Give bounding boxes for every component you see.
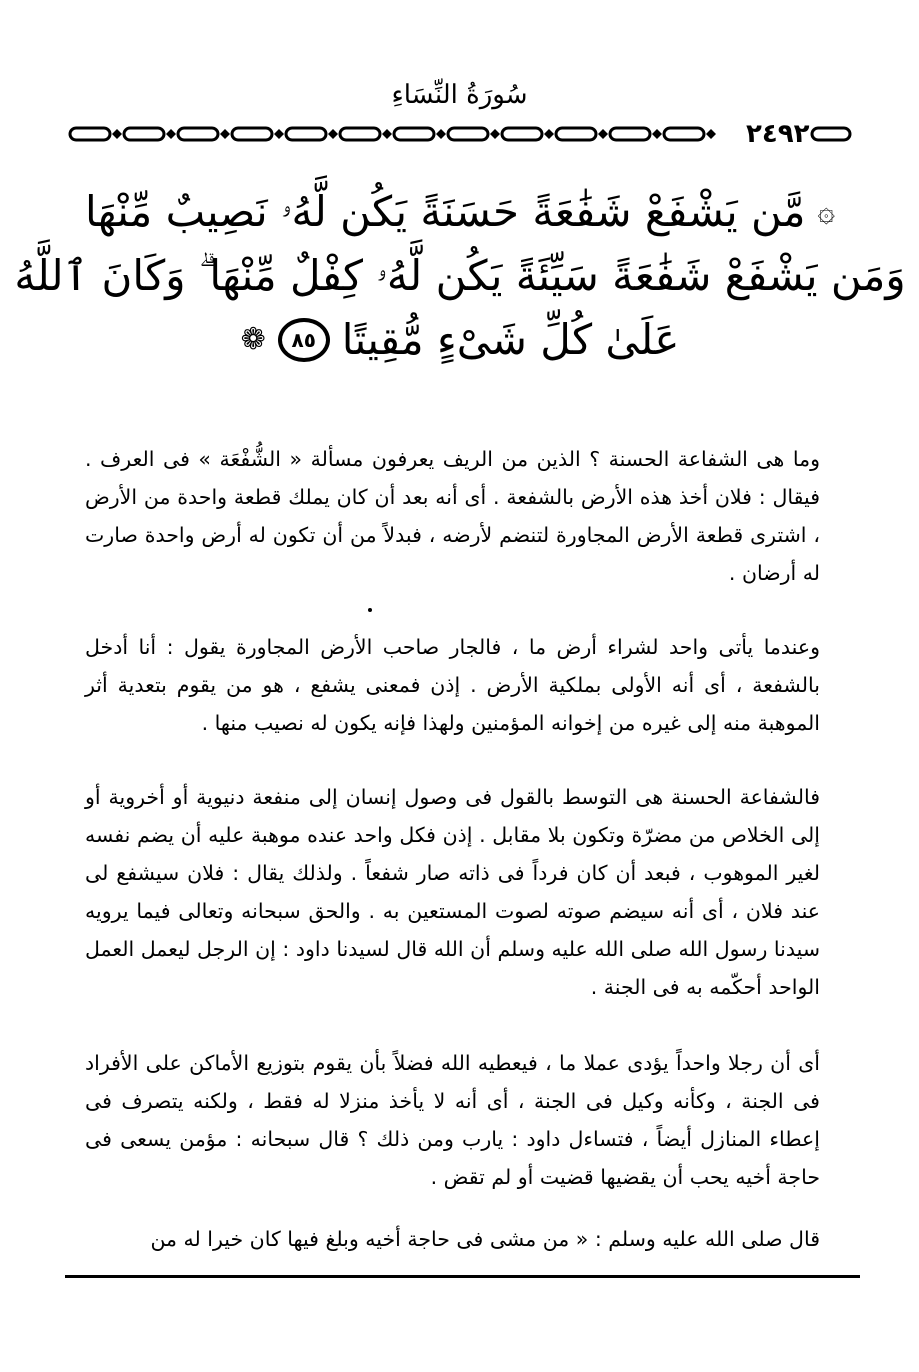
chain-diamond xyxy=(490,129,500,139)
chain-diamond xyxy=(112,129,122,139)
chain-link xyxy=(610,128,650,140)
ayah-number-marker: ٨٥ xyxy=(278,318,330,362)
paragraph-3: فالشفاعة الحسنة هى التوسط بالقول فى وصول إنسان إلى منفعة دنيوية أو أخروية أو إلى الخلاص من مضرّة وتكون بلا مقابل . إذن فكل واحد عنده موهبة عليه أن يضم نفسه لغير الموهوب ، فبعد أن كان فرداً فى ذاته صار شفعاً . ولذلك يقال : فلان سيشفع لى عند فلان ، أى أنه سيضم صوته لصوت المستعين به . والحق سبحانه وتعالى فيما يرويه سيدنا رسول الله صلى الله عليه وسلم أن الله قال لسيدنا داود : إن الرجل ليعمل العمل الواحد أحكّمه به فى الجنة . xyxy=(85,785,820,999)
chain-link xyxy=(664,128,704,140)
chain-diamond xyxy=(274,129,284,139)
verse-line-1 xyxy=(75,180,845,244)
verse-line-3 xyxy=(75,308,845,372)
print-speck xyxy=(368,608,372,612)
chain-link xyxy=(232,128,272,140)
chain-diamond xyxy=(598,129,608,139)
page-number: ٢٤٩٢ xyxy=(746,119,810,149)
paragraph-4: أى أن رجلا واحداً يؤدى عملا ما ، فيعطيه الله فضلاً بأن يقوم بتوزيع الأماكن على الأفراد فى الجنة ، وكأنه وكيل فى الجنة ، أى أنه لا يأخذ منزلا له فقط ، ولكنه يتصرف فى إعطاء المنازل أيضاً ، فتساءل داود : يارب ومن ذلك ؟ قال سبحانه : مؤمن يسعى فى حاجة أخيه يحب أن يقضيها قضيت أو لم تقض . xyxy=(85,1051,820,1189)
chain-diamond xyxy=(328,129,338,139)
chain-link xyxy=(70,128,110,140)
chain-link xyxy=(448,128,488,140)
chain-diamond xyxy=(382,129,392,139)
chain-link xyxy=(556,128,596,140)
chain-diamond xyxy=(706,129,716,139)
paragraph-5: قال صلى الله عليه وسلم : « من مشى فى حاجة أخيه وبلغ فيها كان خيرا له من xyxy=(150,1227,820,1251)
quran-verse xyxy=(14,180,906,372)
chain-diamond xyxy=(652,129,662,139)
chain-diamond xyxy=(220,129,230,139)
verse-text-3: عَلَىٰ كُلِّ شَىْءٍ مُّقِيتًا xyxy=(341,315,680,364)
header-ornament-border xyxy=(68,119,858,149)
paragraph-2: وعندما يأتى واحد لشراء أرض ما ، فالجار صاحب الأرض المجاورة يقول : أنا أدخل بالشفعة ، أى أنه الأولى بملكية الأرض . إذن فمعنى يشفع ، هو من يقوم بتعدية أثر الموهبة منه إلى غيره من إخوانه المؤمنين ولهذا فإنه يكون له نصيب منها . xyxy=(85,635,820,735)
chain-diamond xyxy=(544,129,554,139)
surah-title: سُورَةُ النِّسَاءِ xyxy=(391,80,528,110)
verse-line-2 xyxy=(14,244,906,308)
chain-border-icon xyxy=(68,122,738,146)
verse-text-2: وَمَن يَشْفَعْ شَفَٰعَةً سَيِّئَةً يَكُن لَّهُۥ كِفْلٌ مِّنْهَا ۗ وَكَانَ ٱللَّهُ xyxy=(14,251,906,300)
chain-end-icon xyxy=(809,122,853,146)
chain-diamond xyxy=(166,129,176,139)
chain-diamond xyxy=(436,129,446,139)
chain-link xyxy=(286,128,326,140)
footer-rule xyxy=(65,1275,860,1278)
paragraph-1: وما هى الشفاعة الحسنة ؟ الذين من الريف يعرفون مسألة « الشُّفْعَة » فى العرف . فيقال : فلان أخذ هذه الأرض بالشفعة . أى أنه بعد أن كان يملك قطعة واحدة من الأرض ، اشترى قطعة الأرض المجاورة لتنضم لأرضه ، فبدلاً من أن تكون له أرض واحدة صارت له أرضان . xyxy=(85,447,820,585)
verse-close-ornament-icon: ❁ xyxy=(240,322,266,357)
chain-link xyxy=(340,128,380,140)
chain-link xyxy=(502,128,542,140)
chain-link xyxy=(124,128,164,140)
chain-link xyxy=(178,128,218,140)
chain-link xyxy=(394,128,434,140)
verse-open-ornament-icon: ۞ xyxy=(817,194,836,229)
verse-text-1: مَّن يَشْفَعْ شَفَٰعَةً حَسَنَةً يَكُن لَّهُۥ نَصِيبٌ مِّنْهَا xyxy=(84,187,806,236)
